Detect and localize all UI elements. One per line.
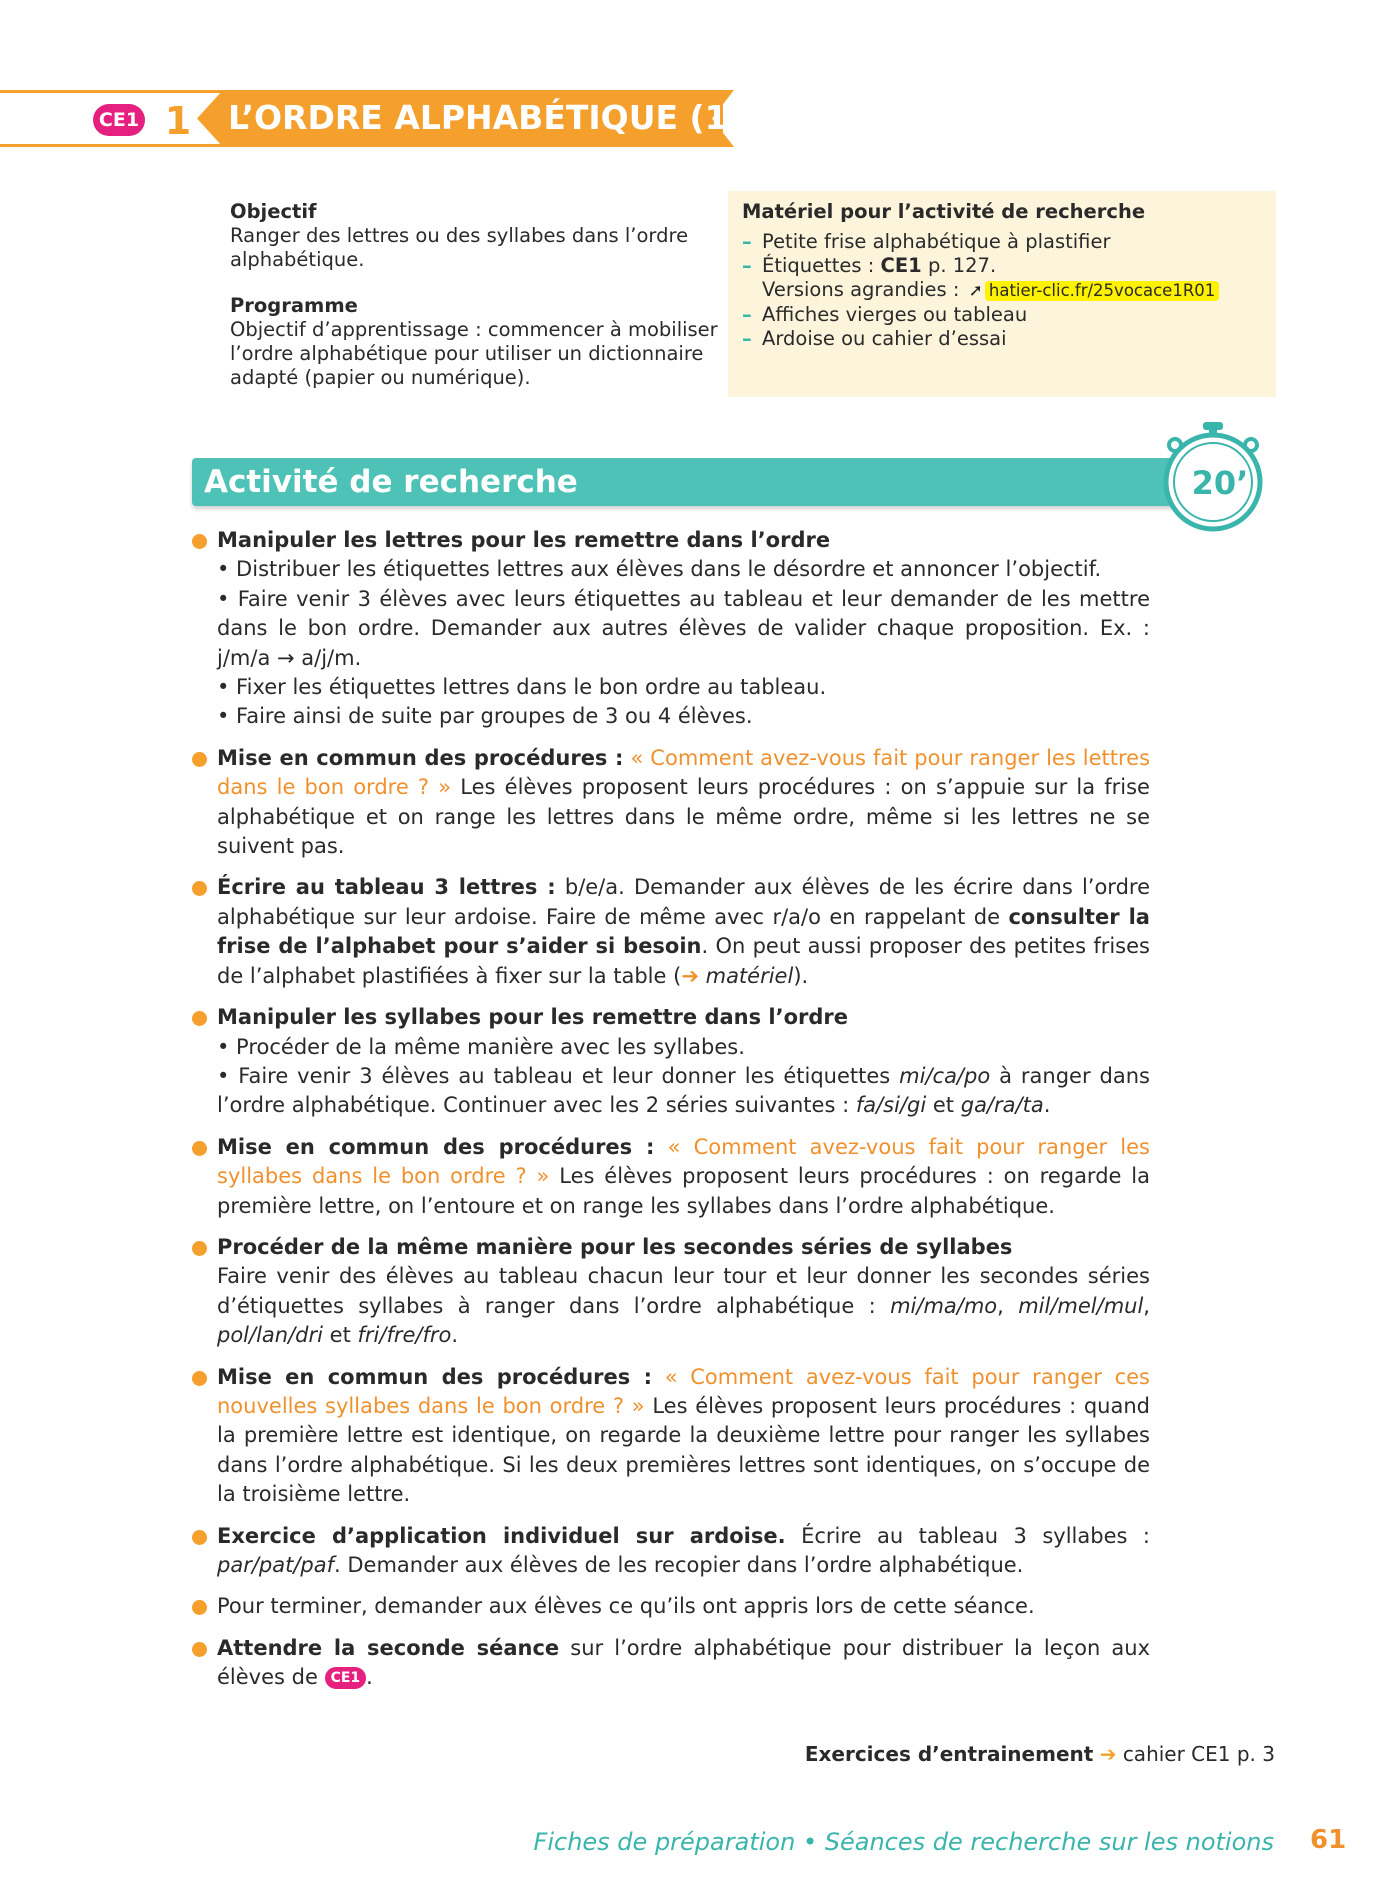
- page-title: L’ORDRE ALPHABÉTIQUE (1): [228, 98, 743, 137]
- objectif-text: Ranger des lettres ou des syllabes dans l’ordre alphabétique.: [230, 224, 689, 271]
- step-heading: Exercice d’application individuel sur ardoise.: [217, 1523, 786, 1548]
- step-text: .: [366, 1665, 373, 1690]
- step-item: [192, 1003, 1150, 1121]
- step-subitem: • Procéder de la même manière avec les syllabes.: [217, 1034, 745, 1059]
- step-text: Pour terminer, demander aux élèves ce qu’ils ont appris lors de cette séance.: [217, 1594, 1035, 1619]
- step-item: [192, 1522, 1150, 1581]
- step-text: . On peut aussi proposer des petites frises de l’alphabet plastifiées à fixer sur la table (: [217, 934, 1150, 988]
- step-italic: fa/si/gi: [855, 1093, 927, 1118]
- dash-marker: –: [742, 327, 752, 350]
- step-item: [192, 744, 1150, 862]
- dash-marker: –: [742, 230, 752, 253]
- step-emphasis: consulter la frise de l’alphabet pour s’aider si besoin: [217, 904, 1150, 959]
- level-badge-inline: CE1: [325, 1667, 367, 1689]
- bullet-dot-icon: [192, 1371, 207, 1386]
- footer-separator: •: [802, 1828, 818, 1856]
- step-italic: ga/ra/ta: [960, 1093, 1044, 1118]
- step-heading: Mise en commun des procédures :: [217, 1134, 655, 1159]
- footer-part: Fiches de préparation: [533, 1828, 796, 1856]
- step-italic: mi/ma/mo: [890, 1293, 998, 1318]
- materiel-item-text: Affiches vierges ou tableau: [762, 303, 1028, 326]
- materiel-title: Matériel pour l’activité de recherche: [742, 200, 1146, 223]
- step-quote: « Comment avez-vous fait pour ranger les syllabes dans le bon ordre ? »: [217, 1134, 1150, 1189]
- materiel-item: [742, 303, 1262, 327]
- bullet-dot-icon: [192, 1241, 207, 1256]
- objectives-column: [230, 200, 730, 390]
- step-subitem: [217, 1062, 1150, 1121]
- page-number: 61: [1310, 1825, 1347, 1855]
- step-italic: matériel: [705, 963, 794, 988]
- bullet-dot-icon: [192, 1011, 207, 1026]
- step-item: [192, 1634, 1150, 1693]
- step-italic: par/pat/paf: [217, 1553, 335, 1577]
- step-text: sur l’ordre alphabétique pour distribuer la leçon aux élèves de: [217, 1635, 1150, 1690]
- materiel-item-text: p. 127.: [921, 254, 997, 277]
- step-text: ).: [793, 963, 809, 988]
- bullet-dot-icon: [192, 881, 207, 896]
- lesson-number: 1: [164, 99, 192, 143]
- step-text: .: [451, 1323, 459, 1348]
- activity-steps: [192, 526, 1150, 1705]
- step-heading: Mise en commun des procédures :: [217, 745, 624, 770]
- arrow-icon: ➔: [1099, 1742, 1117, 1766]
- materiel-item-text: Ardoise ou cahier d’essai: [762, 327, 1007, 350]
- step-heading: Procéder de la même manière pour les secondes séries de syllabes: [217, 1234, 1013, 1259]
- timer-label: 20’: [1191, 464, 1249, 502]
- step-quote: « Comment avez-vous fait pour ranger les lettres dans le bon ordre ? »: [217, 745, 1151, 800]
- step-subitem: • Fixer les étiquettes lettres dans le bon ordre au tableau.: [217, 675, 827, 700]
- exercise-label: Exercices d’entrainement: [804, 1742, 1094, 1766]
- materiel-item: [742, 254, 1262, 303]
- step-heading: Attendre la seconde séance: [217, 1635, 560, 1660]
- materiel-item-text: Étiquettes :: [762, 254, 881, 277]
- bullet-dot-icon: [192, 1141, 207, 1156]
- step-italic: pol/lan/dri: [217, 1323, 323, 1348]
- step-text: Écrire au tableau 3 syllabes :: [801, 1523, 1150, 1548]
- programme-label: Programme: [230, 294, 358, 317]
- step-text: et: [329, 1323, 351, 1348]
- step-text: à ranger dans l’ordre alphabétique. Continuer avec les 2 séries suivantes :: [217, 1063, 1150, 1118]
- bullet-dot-icon: [192, 1642, 207, 1657]
- step-quote: « Comment avez-vous fait pour ranger ces nouvelles syllabes dans le bon ordre ? »: [217, 1364, 1150, 1418]
- step-text: . Demander aux élèves de les recopier dans l’ordre alphabétique.: [334, 1553, 1024, 1577]
- level-badge: CE1: [93, 104, 145, 136]
- dash-marker: –: [742, 254, 752, 277]
- bullet-dot-icon: [192, 752, 207, 767]
- step-text: Les élèves proposent leurs procédures : on regarde la première lettre, on l’entoure et on range les syllabes dans l’ordre alphabétique.: [217, 1164, 1150, 1218]
- exercise-target: cahier CE1 p. 3: [1122, 1742, 1275, 1766]
- step-item: [192, 873, 1150, 991]
- step-text: et: [932, 1093, 955, 1118]
- materiel-item-bold: CE1: [880, 254, 922, 277]
- step-item: [192, 1233, 1150, 1351]
- cursor-arrow-icon: ➚: [968, 281, 983, 301]
- step-text: ,: [997, 1293, 1004, 1318]
- step-item: [192, 526, 1150, 732]
- step-text: Les élèves proposent leurs procédures : on s’appuie sur la frise alphabétique et on range les lettres dans le même ordre, même si les lettres ne se suivent pas.: [217, 775, 1150, 859]
- step-text: b/e/a. Demander aux élèves de les écrire dans l’ordre alphabétique sur leur ardoise. Faire de même avec r/a/o en rappelant de: [217, 875, 1150, 929]
- step-item: [192, 1363, 1150, 1510]
- step-text: Les élèves proposent leurs procédures : quand la première lettre est identique, on regarde la deuxième lettre pour ranger les syllabes dans l’ordre alphabétique. Si les deux premières lettres sont identiques, on s’occupe de la troisième lettre.: [217, 1393, 1150, 1507]
- materiel-box: [728, 191, 1276, 397]
- step-text: Faire venir des élèves au tableau chacun leur tour et leur donner les secondes séries d’étiquettes syllabes à ranger dans l’ordre alphabétique :: [217, 1264, 1150, 1318]
- step-italic: mi/ca/po: [899, 1063, 991, 1088]
- step-italic: fri/fre/fro: [357, 1323, 452, 1348]
- objectif-label: Objectif: [230, 200, 317, 223]
- programme-text: Objectif d’apprentissage : commencer à mobiliser l’ordre alphabétique pour utiliser un dictionnaire adapté (papier ou numérique).: [230, 318, 718, 389]
- exercise-reference: [805, 1742, 1275, 1766]
- step-heading: Écrire au tableau 3 lettres :: [217, 875, 556, 900]
- resource-link[interactable]: hatier-clic.fr/25vocace1R01: [985, 281, 1219, 301]
- dash-marker: –: [742, 303, 752, 326]
- materiel-item-text: Versions agrandies :: [762, 278, 960, 301]
- footer-part: Séances de recherche sur les notions: [824, 1828, 1274, 1856]
- bullet-dot-icon: [192, 534, 207, 549]
- step-italic: mil/mel/mul: [1018, 1293, 1144, 1318]
- step-item: [192, 1133, 1150, 1221]
- step-heading: Manipuler les syllabes pour les remettre dans l’ordre: [217, 1005, 848, 1030]
- bullet-dot-icon: [192, 1600, 207, 1615]
- materiel-item-text: Petite frise alphabétique à plastifier: [762, 230, 1111, 253]
- step-text: ,: [1143, 1293, 1150, 1318]
- step-subitem: • Distribuer les étiquettes lettres aux élèves dans le désordre et annoncer l’objectif.: [217, 557, 1102, 582]
- materiel-item: [742, 327, 1262, 351]
- footer-running-title: [534, 1828, 1274, 1856]
- materiel-item: [742, 230, 1262, 254]
- arrow-icon: ➔: [681, 963, 699, 988]
- step-item: [192, 1592, 1150, 1621]
- step-subitem: • Faire ainsi de suite par groupes de 3 ou 4 élèves.: [217, 704, 753, 729]
- step-heading: Mise en commun des procédures :: [217, 1364, 653, 1389]
- step-subitem: • Faire venir 3 élèves avec leurs étiquettes au tableau et leur demander de les mettre dans le bon ordre. Demander aux autres élèves de valider chaque proposition. Ex. : j/m/a → a/j/m.: [217, 586, 1150, 670]
- bullet-dot-icon: [192, 1530, 207, 1545]
- step-text: • Faire venir 3 élèves au tableau et leur donner les étiquettes: [217, 1063, 891, 1088]
- step-text: .: [1043, 1093, 1051, 1118]
- activity-title: Activité de recherche: [204, 464, 578, 500]
- step-heading: Manipuler les lettres pour les remettre dans l’ordre: [217, 528, 831, 552]
